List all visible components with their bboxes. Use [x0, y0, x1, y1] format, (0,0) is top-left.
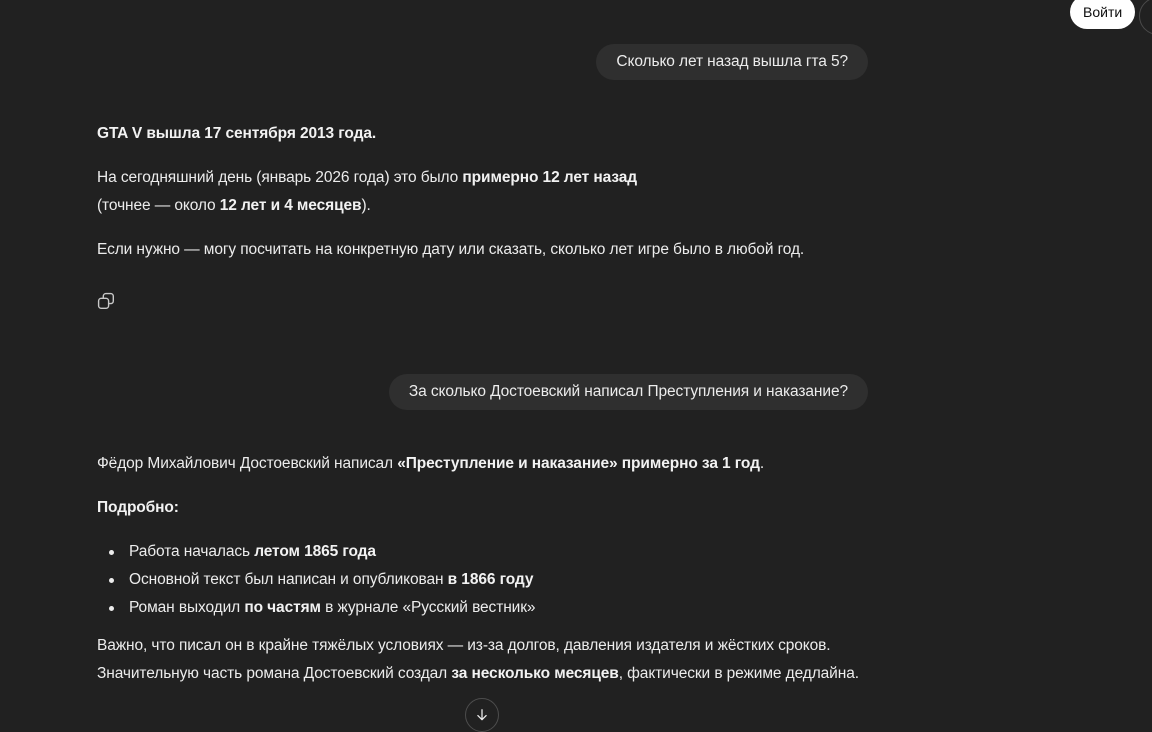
text-segment: в журнале «Русский вестник»	[320, 599, 536, 616]
bold-text-segment: «Преступление и наказание» примерно за 1 год	[397, 455, 760, 472]
assistant-paragraph	[97, 632, 868, 688]
bold-text-segment: Подробно:	[97, 499, 179, 516]
bullet-item	[97, 594, 868, 622]
text-segment: Основной текст был написан и опубликован	[129, 571, 448, 588]
bold-text-segment: за несколько месяцев	[451, 665, 619, 682]
login-button[interactable]: Войти	[1070, 0, 1135, 29]
assistant-message	[97, 450, 868, 688]
assistant-bullet-list	[97, 538, 868, 622]
user-turn	[97, 374, 868, 410]
conversation-thread	[97, 0, 868, 688]
assistant-paragraph	[97, 236, 868, 264]
bold-text-segment: летом 1865 года	[254, 543, 376, 560]
copy-icon	[97, 292, 115, 310]
text-segment: , фактически в режиме дедлайна.	[618, 665, 859, 682]
copy-button[interactable]	[97, 292, 115, 310]
user-message-bubble: Сколько лет назад вышла гта 5?	[596, 44, 868, 80]
bold-text-segment: GTA V вышла 17 сентября 2013 года.	[97, 125, 377, 142]
assistant-paragraph	[97, 120, 868, 148]
text-segment: На сегодняшний день (январь 2026 года) это было	[97, 169, 463, 186]
bold-text-segment: примерно 12 лет назад	[462, 169, 637, 186]
message-actions	[97, 292, 868, 310]
text-segment: (точнее — около	[97, 197, 220, 214]
help-button[interactable]	[1139, 0, 1152, 35]
text-segment: .	[759, 455, 765, 472]
bold-text-segment: 12 лет и 4 месяцев	[219, 197, 362, 214]
user-turn	[97, 44, 868, 80]
text-segment: Фёдор Михайлович Достоевский написал	[97, 455, 398, 472]
scroll-to-bottom-button[interactable]	[465, 698, 499, 732]
text-segment: Важно, что писал он в крайне тяжёлых условиях — из-за долгов, давления издателя и жёстких сроков. Значительную часть романа Достоевский создал	[97, 637, 831, 682]
text-segment: Работа началась	[129, 543, 255, 560]
text-segment: Роман выходил	[129, 599, 245, 616]
bullet-item	[97, 566, 868, 594]
bold-text-segment: в 1866 году	[447, 571, 534, 588]
text-segment: ).	[361, 197, 371, 214]
bullet-item	[97, 538, 868, 566]
arrow-down-icon	[473, 706, 491, 724]
text-segment: Если нужно — могу посчитать на конкретную дату или сказать, сколько лет игре было в любой год.	[97, 241, 805, 258]
bold-text-segment: по частям	[244, 599, 321, 616]
assistant-paragraph	[97, 450, 868, 478]
assistant-paragraph	[97, 164, 868, 220]
assistant-paragraph	[97, 494, 868, 522]
user-message-bubble: За сколько Достоевский написал Преступления и наказание?	[389, 374, 868, 410]
assistant-message	[97, 120, 868, 310]
